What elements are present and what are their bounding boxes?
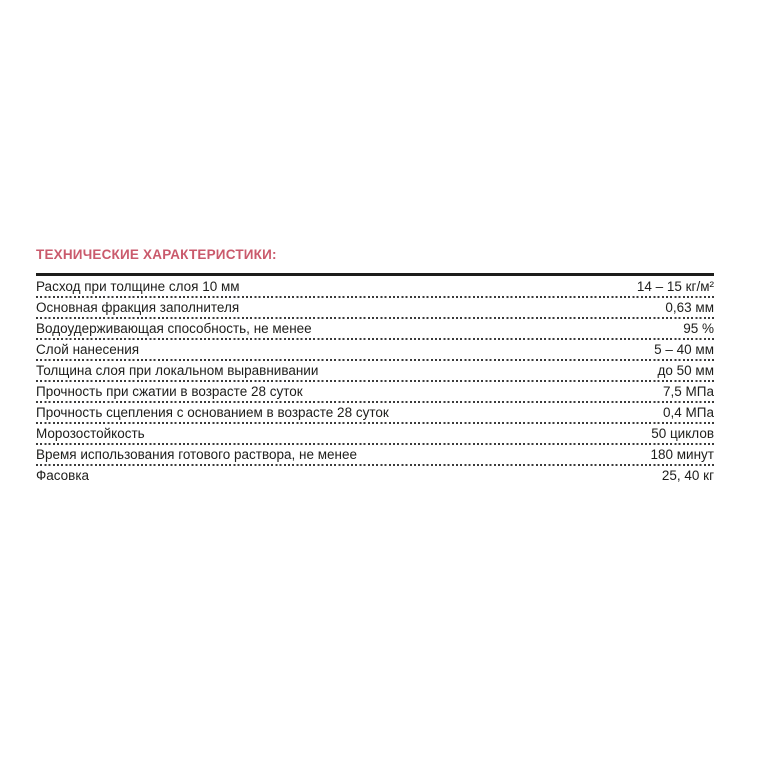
- spec-label: Расход при толщине слоя 10 мм: [36, 279, 240, 294]
- spec-value: 0,63 мм: [665, 300, 714, 315]
- spec-label: Время использования готового раствора, не менее: [36, 447, 357, 462]
- spec-table: [36, 273, 714, 486]
- spec-label: Основная фракция заполнителя: [36, 300, 240, 315]
- spec-label: Прочность при сжатии в возрасте 28 суток: [36, 384, 303, 399]
- spec-label: Морозостойкость: [36, 426, 145, 441]
- spec-label: Фасовка: [36, 468, 90, 483]
- spec-label: Слой нанесения: [36, 342, 140, 357]
- table-row: [36, 465, 714, 486]
- table-row: [36, 381, 714, 402]
- spec-value: 5 – 40 мм: [654, 342, 714, 357]
- table-row: [36, 444, 714, 465]
- spec-value: 95 %: [683, 321, 714, 336]
- table-row: [36, 276, 714, 297]
- table-row: [36, 402, 714, 423]
- table-row: [36, 360, 714, 381]
- table-row: [36, 297, 714, 318]
- table-row: [36, 423, 714, 444]
- spec-value: 14 – 15 кг/м²: [636, 279, 714, 294]
- spec-label: Водоудерживающая способность, не менее: [36, 321, 312, 336]
- spec-value: 7,5 МПа: [663, 384, 714, 399]
- spec-value: до 50 мм: [657, 363, 714, 378]
- spec-value: 0,4 МПа: [663, 405, 714, 420]
- spec-value: 180 минут: [650, 447, 714, 462]
- spec-value: 25, 40 кг: [661, 468, 714, 483]
- spec-value: 50 циклов: [651, 426, 714, 441]
- table-row: [36, 339, 714, 360]
- spec-label: Толщина слоя при локальном выравнивании: [36, 363, 319, 378]
- table-row: [36, 318, 714, 339]
- spec-label: Прочность сцепления с основанием в возрасте 28 суток: [36, 405, 389, 420]
- technical-characteristics-section: [36, 247, 714, 486]
- section-title: ТЕХНИЧЕСКИЕ ХАРАКТЕРИСТИКИ:: [36, 247, 277, 262]
